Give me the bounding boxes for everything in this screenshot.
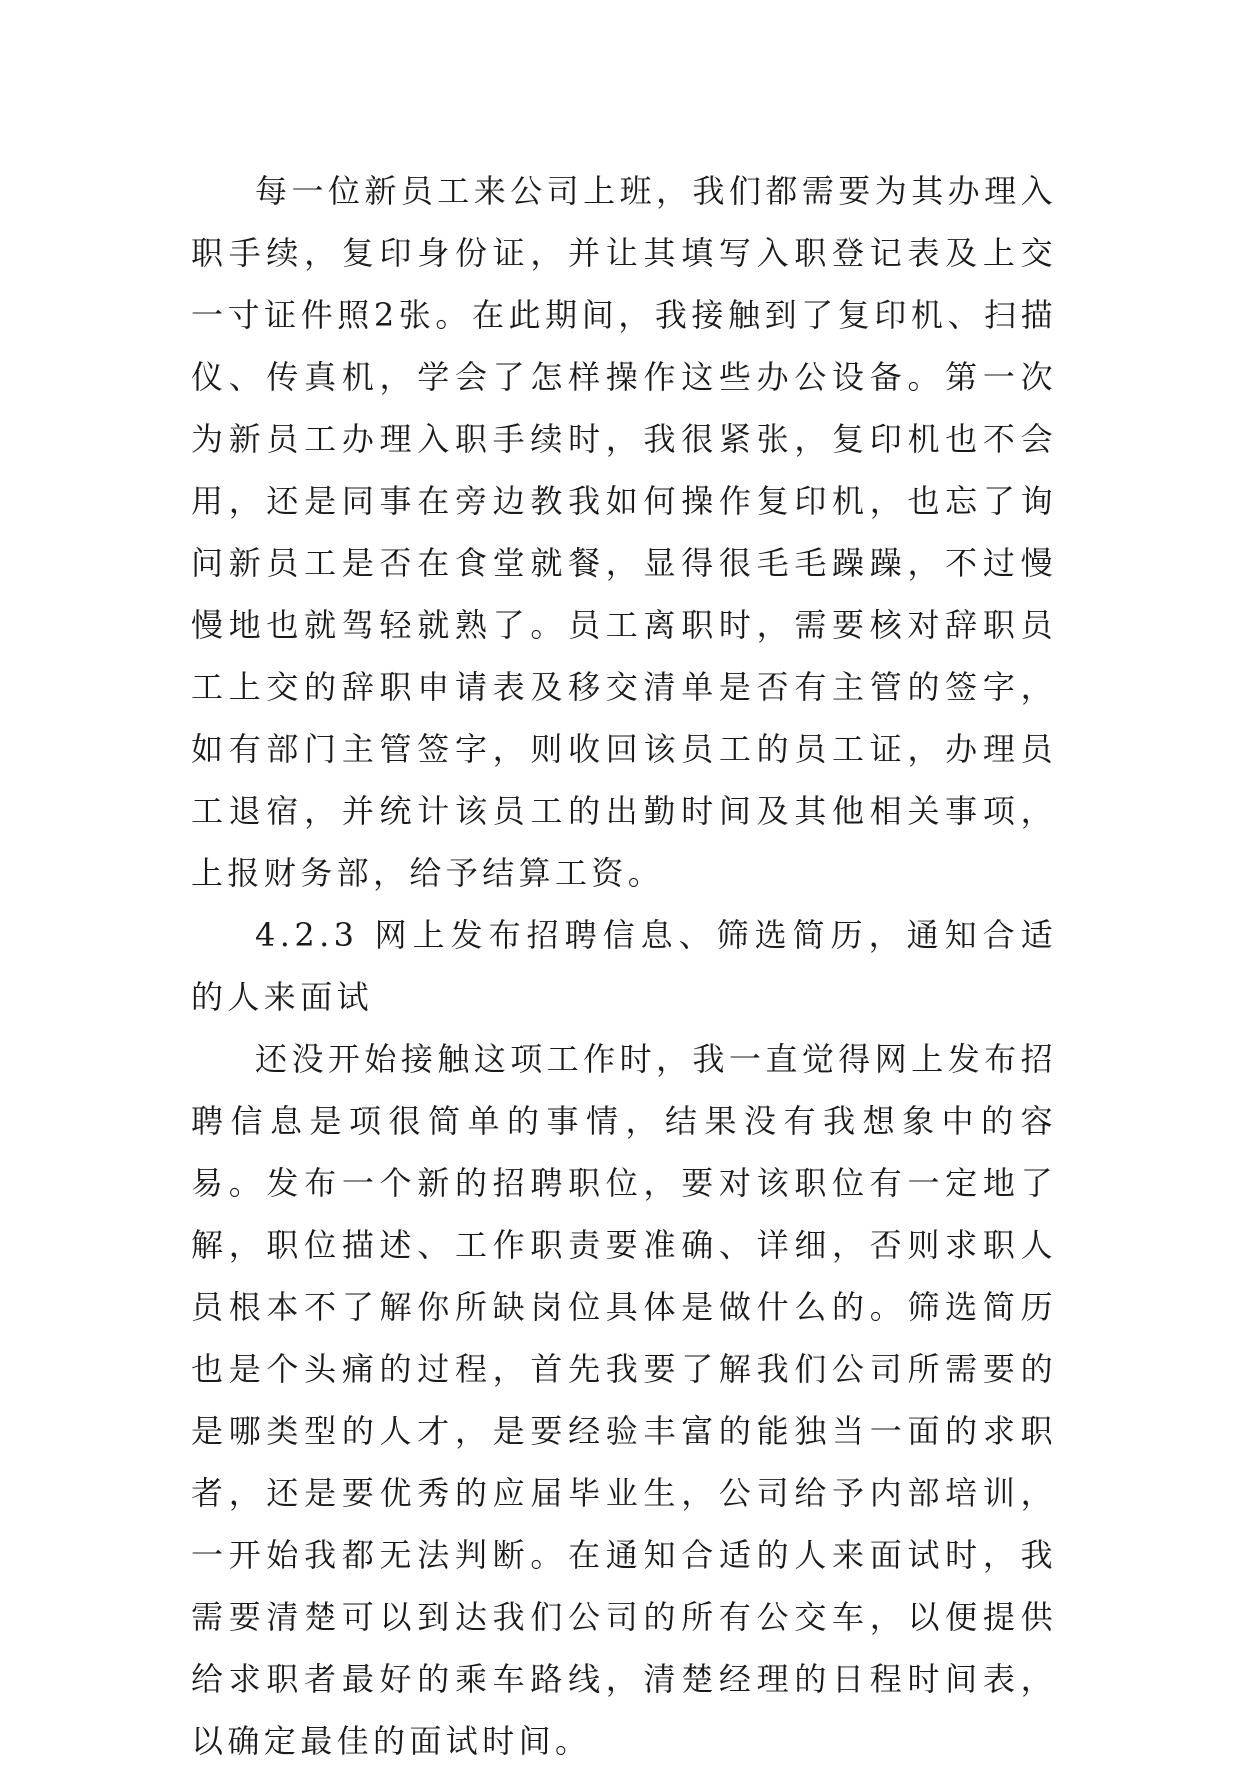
section-heading-recruitment: 4.2.3 网上发布招聘信息、筛选简历，通知合适的人来面试: [191, 916, 1057, 1016]
paragraph-onboarding-offboarding: 每一位新员工来公司上班，我们都需要为其办理入职手续，复印身份证，并让其填写入职登记表及上交一寸证件照2张。在此期间，我接触到了复印机、扫描仪、传真机，学会了怎样操作这些办公设备。第一次为新员工办理入职手续时，我很紧张，复印机也不会用，还是同事在旁边教我如何操作复印机，也忘了询问新员工是否在食堂就餐，显得很毛毛躁躁，不过慢慢地也就驾轻就熟了。员工离职时，需要核对辞职员工上交的辞职申请表及移交清单是否有主管的签字，如有部门主管签字，则收回该员工的员工证，办理员工退宿，并统计该员工的出勤时间及其他相关事项，上报财务部，给予结算工资。: [191, 172, 1057, 892]
document-body: [191, 160, 1057, 1772]
paragraph-recruitment: 还没开始接触这项工作时，我一直觉得网上发布招聘信息是项很简单的事情，结果没有我想象中的容易。发布一个新的招聘职位，要对该职位有一定地了解，职位描述、工作职责要准确、详细，否则求职人员根本不了解你所缺岗位具体是做什么的。筛选简历也是个头痛的过程，首先我要了解我们公司所需要的是哪类型的人才，是要经验丰富的能独当一面的求职者，还是要优秀的应届毕业生，公司给予内部培训，一开始我都无法判断。在通知合适的人来面试时，我需要清楚可以到达我们公司的所有公交车，以便提供给求职者最好的乘车路线，清楚经理的日程时间表，以确定最佳的面试时间。: [191, 1040, 1057, 1760]
